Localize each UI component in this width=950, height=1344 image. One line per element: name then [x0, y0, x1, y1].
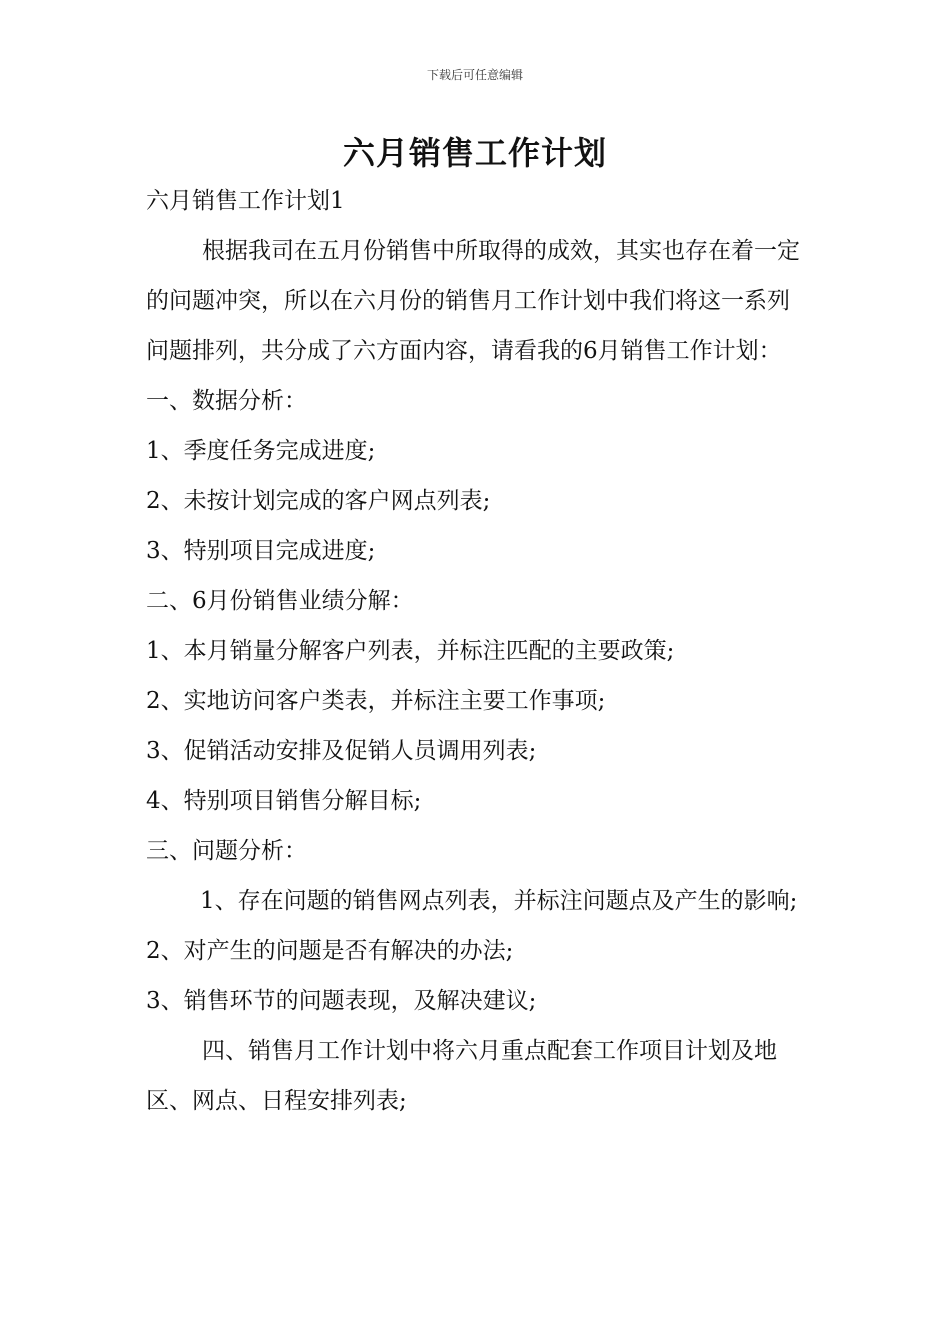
list-item: 4、特别项目销售分解目标; — [146, 788, 422, 814]
header-note: 下载后可任意编辑 — [426, 68, 523, 82]
section-heading-1: 一、数据分析： — [146, 388, 307, 414]
document-subtitle: 六月销售工作计划1 — [146, 188, 345, 214]
list-item: 3、销售环节的问题表现，及解决建议; — [146, 988, 537, 1014]
list-item: 1、本月销量分解客户列表，并标注匹配的主要政策; — [146, 638, 675, 664]
list-item: 2、未按计划完成的客户网点列表; — [146, 488, 491, 514]
list-item: 1、存在问题的销售网点列表，并标注问题点及产生的影响; — [200, 888, 798, 914]
list-item: 2、对产生的问题是否有解决的办法; — [146, 938, 514, 964]
list-item: 1、季度任务完成进度; — [146, 438, 376, 464]
list-item: 3、特别项目完成进度; — [146, 538, 376, 564]
document-body — [146, 176, 810, 1126]
list-item: 3、促销活动安排及促销人员调用列表; — [146, 738, 537, 764]
section-paragraph-4: 四、销售月工作计划中将六月重点配套工作项目计划及地区、网点、日程安排列表; — [146, 1038, 777, 1114]
section-heading-3: 三、问题分析： — [146, 838, 307, 864]
intro-paragraph: 根据我司在五月份销售中所取得的成效，其实也存在着一定的问题冲突，所以在六月份的销售月工作计划中我们将这一系列问题排列，共分成了六方面内容，请看我的6月销售工作计划： — [146, 238, 800, 364]
section-heading-2: 二、6月份销售业绩分解： — [146, 588, 414, 614]
document-title: 六月销售工作计划 — [342, 134, 607, 172]
list-item: 2、实地访问客户类表，并标注主要工作事项; — [146, 688, 606, 714]
